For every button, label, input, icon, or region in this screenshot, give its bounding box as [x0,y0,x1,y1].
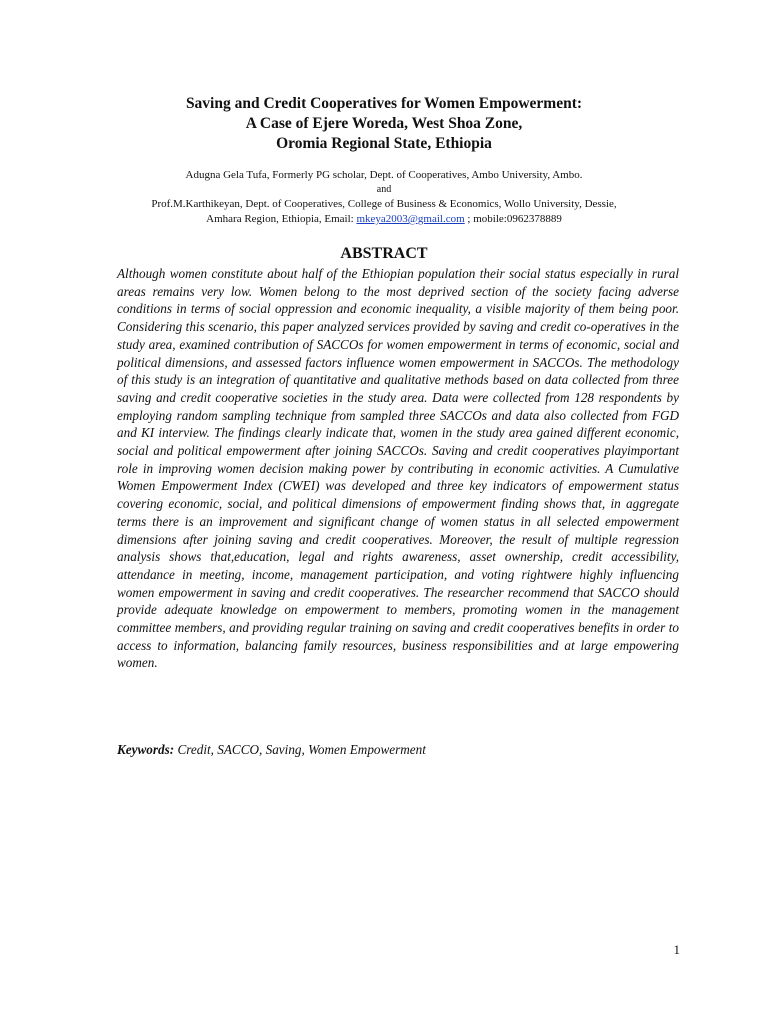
author-2-affiliation: Prof.M.Karthikeyan, Dept. of Cooperatives, College of Business & Economics, Wollo University, Dessie, [151,198,617,210]
paper-title [90,94,678,154]
email-link[interactable]: mkeya2003@gmail.com [356,213,465,225]
author-1-affiliation: Adugna Gela Tufa, Formerly PG scholar, Dept. of Cooperatives, Ambo University, Ambo. [185,169,583,181]
abstract-body: Although women constitute about half of the Ethiopian population their social status especially in rural areas remains very low. Women belong to the most deprived section of the society facing adverse conditions in terms of social oppression and economic inequality, a visible majority of them being poor. Considering this scenario, this paper analyzed services provided by saving and credit co-operatives in the study area, examined contribution of SACCOs for women empowerment in terms of economic, social and political dimensions, and assessed factors influence women empowerment in SACCOs. The methodology of this study is an integration of quantitative and qualitative methods based on data collected from three saving and credit cooperative societies in the study area. Data were collected from 128 respondents by employing random sampling technique from sampled three SACCOs and data also collected from FGD and KI interview. The findings clearly indicate that, women in the study area gained different economic, social and political empowerment after joining SACCOs. Saving and credit cooperatives playimportant role in improving women decision making power by contributing in economic activities. A Cumulative Women Empowerment Index (CWEI) was developed and three key indicators of empowerment status covering economic, social, and political dimensions of empowerment finding shows that, in aggregate terms there is an improvement and significant change of women status in all selected empowerment dimensions after joining saving and credit cooperatives. Moreover, the result of multiple regression analysis shows that,education, legal and rights awareness, asset ownership, credit accessibility, attendance in meeting, income, management participation, and voting rightwere highly influencing women empowerment in saving and credit cooperatives. The researcher recommend that SACCO should provide adequate knowledge on empowerment to members, promoting women in the management committee members, and providing regular training on saving and credit cooperatives benefits in order to access to information, balancing family resources, business responsibilities and at large empowering women. [117,266,679,671]
author-conjunction: and [376,184,392,195]
title-line-1: Saving and Credit Cooperatives for Women Empowerment: [185,95,583,112]
author-2-contact [90,212,678,227]
title-line-3: Oromia Regional State, Ethiopia [276,135,492,152]
keywords-line [117,741,679,759]
author-block [90,168,678,227]
abstract-heading: ABSTRACT [340,245,428,262]
contact-suffix: ; mobile:0962378889 [467,213,562,225]
keywords-text: Credit, SACCO, Saving, Women Empowerment [177,742,426,757]
title-line-2: A Case of Ejere Woreda, West Shoa Zone, [245,115,523,132]
page-number: 1 [673,942,680,957]
keywords-label: Keywords: [117,742,175,757]
contact-prefix: Amhara Region, Ethiopia, Email: [206,213,354,225]
